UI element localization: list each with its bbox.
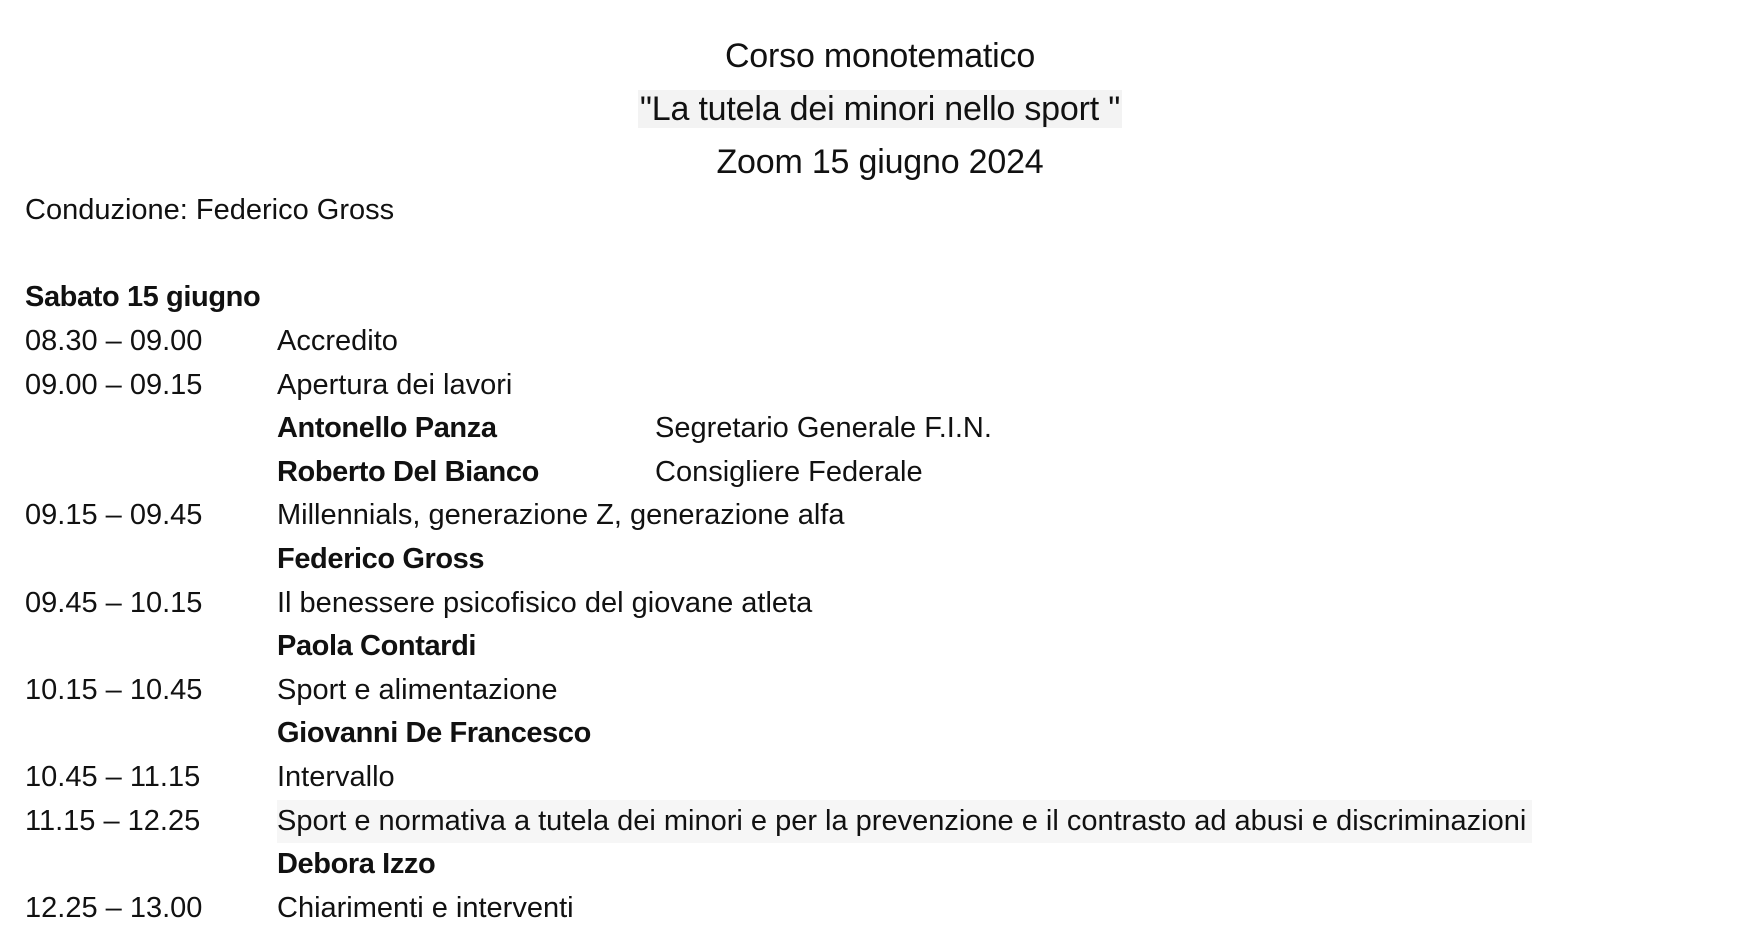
speaker-name: Giovanni De Francesco — [277, 717, 591, 750]
speaker-role: Segretario Generale F.I.N. — [655, 412, 992, 445]
course-title: "La tutela dei minori nello sport " — [639, 90, 1121, 128]
schedule-row — [25, 451, 1725, 495]
schedule-row — [25, 494, 1725, 538]
course-title-line — [0, 83, 1738, 136]
session-title: Il benessere psicofisico del giovane atleta — [277, 586, 813, 619]
session-title: Accredito — [277, 325, 398, 357]
schedule-row — [25, 538, 1725, 582]
speaker-name: Antonello Panza — [277, 412, 497, 445]
schedule — [25, 320, 1725, 930]
schedule-row — [25, 407, 1725, 451]
schedule-row — [25, 887, 1725, 931]
session-title: Sport e normativa a tutela dei minori e per la prevenzione e il contrasto ad abusi e discriminazioni — [277, 800, 1532, 844]
schedule-row — [25, 756, 1725, 800]
course-type: Corso monotematico — [724, 37, 1036, 75]
session-title: Millennials, generazione Z, generazione alfa — [277, 499, 845, 532]
time-slot: 09.00 – 09.15 — [25, 368, 203, 401]
time-slot: 10.15 – 10.45 — [25, 673, 203, 706]
session-title: Apertura dei lavori — [277, 368, 513, 401]
time-slot: 10.45 – 11.15 — [25, 760, 201, 793]
schedule-row — [25, 320, 1725, 364]
time-slot: 11.15 – 12.25 — [25, 804, 201, 837]
time-slot: 09.15 – 09.45 — [25, 499, 203, 532]
session-title: Sport e alimentazione — [277, 673, 558, 706]
document-title — [0, 30, 1738, 189]
schedule-row — [25, 712, 1725, 756]
session-title: Chiarimenti e interventi — [277, 891, 574, 924]
schedule-row — [25, 625, 1725, 669]
schedule-row — [25, 843, 1725, 887]
speaker-name: Paola Contardi — [277, 630, 477, 663]
course-date: Zoom 15 giugno 2024 — [716, 143, 1044, 181]
schedule-row — [25, 582, 1725, 626]
schedule-row — [25, 800, 1725, 844]
moderator: Conduzione: Federico Gross — [25, 194, 395, 226]
speaker-name: Debora Izzo — [277, 848, 436, 881]
schedule-row — [25, 669, 1725, 713]
time-slot: 08.30 – 09.00 — [25, 325, 203, 357]
schedule-row — [25, 364, 1725, 408]
day-heading: Sabato 15 giugno — [25, 281, 261, 313]
time-slot: 09.45 – 10.15 — [25, 586, 203, 619]
session-title: Intervallo — [277, 760, 395, 793]
speaker-role: Consigliere Federale — [655, 455, 923, 488]
speaker-name: Roberto Del Bianco — [277, 455, 539, 488]
time-slot: 12.25 – 13.00 — [25, 891, 203, 924]
speaker-name: Federico Gross — [277, 542, 485, 575]
